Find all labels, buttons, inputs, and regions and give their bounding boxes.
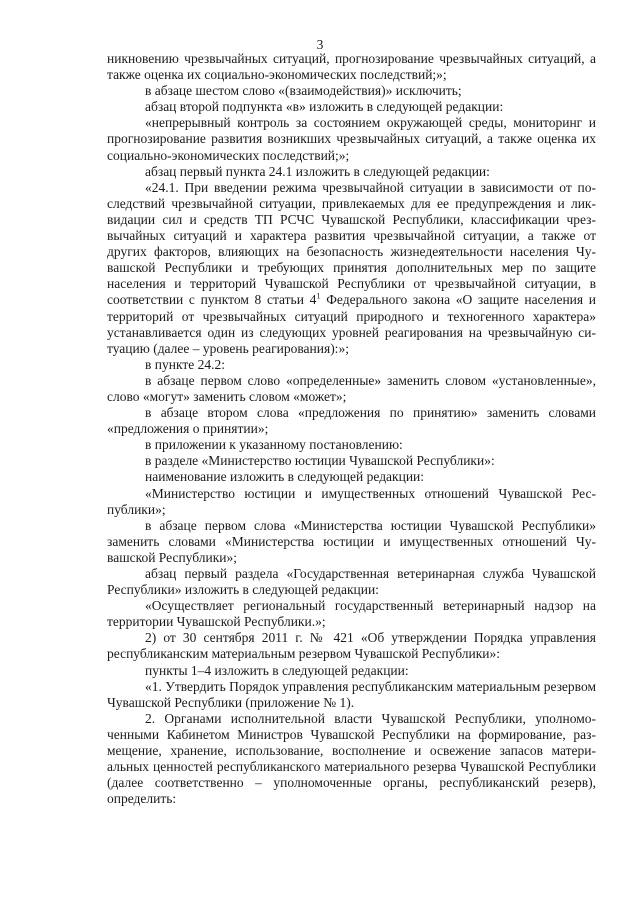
paragraph: наименование изложить в следующей редакции: xyxy=(145,469,425,485)
paragraph-text: Федерального закона «О защите населения и территорий от чрезвычайных ситуаций природного и техногенного характера» устанавливается один из следующих уровней реагирования на чрезвычайную ситуацию (далее – уровень реагирования):»; xyxy=(107,292,596,356)
paragraph: «Осуществляет региональный государственный ветеринарный надзор на территории Чувашской Республики.»; xyxy=(107,598,596,630)
paragraph: 2. Органами исполнительной власти Чувашской Республики, уполномоченными Кабинетом Министров Чувашской Республики на формирование, размещение, хранение, использование, восполнение и освежение запасов материальных ценностей республиканского материального резерва Чувашской Республики (далее соответственно – уполномоченные органы, республиканский резерв), определить: xyxy=(107,710,596,807)
document-body xyxy=(107,51,596,807)
paragraph: абзац первый раздела «Государственная ветеринарная служба Чувашской Республики» изложить в следующей редакции: xyxy=(107,566,596,598)
paragraph: «1. Утвердить Порядок управления республиканским материальным резервом Чувашской Республики (приложение № 1). xyxy=(107,678,596,710)
paragraph-24-1 xyxy=(107,180,596,357)
paragraph: в абзаце втором слова «предложения по принятию» заменить словами «предложения о принятии»; xyxy=(107,405,596,437)
paragraph: в абзаце первом слова «Министерства юстиции Чувашской Республики» заменить словами «Министерства юстиции и имущественных отношений Чувашской Республики»; xyxy=(107,517,596,565)
paragraph: в приложении к указанному постановлению: xyxy=(145,437,403,453)
paragraph: в абзаце первом слово «определенные» заменить словом «установленные», слово «могут» заменить словом «может»; xyxy=(107,372,596,404)
paragraph: «Министерство юстиции и имущественных отношений Чувашской Республики»; xyxy=(107,485,596,517)
paragraph: пункты 1–4 изложить в следующей редакции: xyxy=(145,662,409,678)
paragraph: абзац второй подпункта «в» изложить в следующей редакции: xyxy=(145,99,504,115)
superscript: 1 xyxy=(316,290,321,301)
paragraph: абзац первый пункта 24.1 изложить в следующей редакции: xyxy=(145,163,490,179)
paragraph: «непрерывный контроль за состоянием окружающей среды, мониторинг и прогнозирование развития возникших чрезвычайных ситуаций, а также оценка их социально-экономических последствий;»; xyxy=(107,115,596,163)
paragraph: 2) от 30 сентября 2011 г. № 421 «Об утверждении Порядка управления республиканским материальным резервом Чувашской Республики»: xyxy=(107,630,596,662)
paragraph: в пункте 24.2: xyxy=(145,356,225,372)
paragraph: в разделе «Министерство юстиции Чувашской Республики»: xyxy=(145,453,495,469)
paragraph: никновению чрезвычайных ситуаций, прогнозирование чрезвычайных ситуаций, а также оценка их социально-экономических последствий;»; xyxy=(107,51,596,83)
paragraph-text: «24.1. При введении режима чрезвычайной ситуации в зависимости от последствий чрезвычайной ситуации, привлекаемых для ее предупреждения и ликвидации сил и средств ТП РСЧС Чувашской Республики, классификации чрезвычайных ситуаций и характера развития чрезвычайной ситуации, а также от других факторов, влияющих на безопасность жизнедеятельности населения Чувашской Республики и требующих принятия дополнительных мер по защите населения и территорий Чувашской Республики от чрезвычайной ситуации, в соответствии с пунктом 8 статьи 4 xyxy=(107,179,596,308)
paragraph: в абзаце шестом слово «(взаимодействия)» исключить; xyxy=(145,83,462,99)
page-number: 3 xyxy=(316,37,324,52)
